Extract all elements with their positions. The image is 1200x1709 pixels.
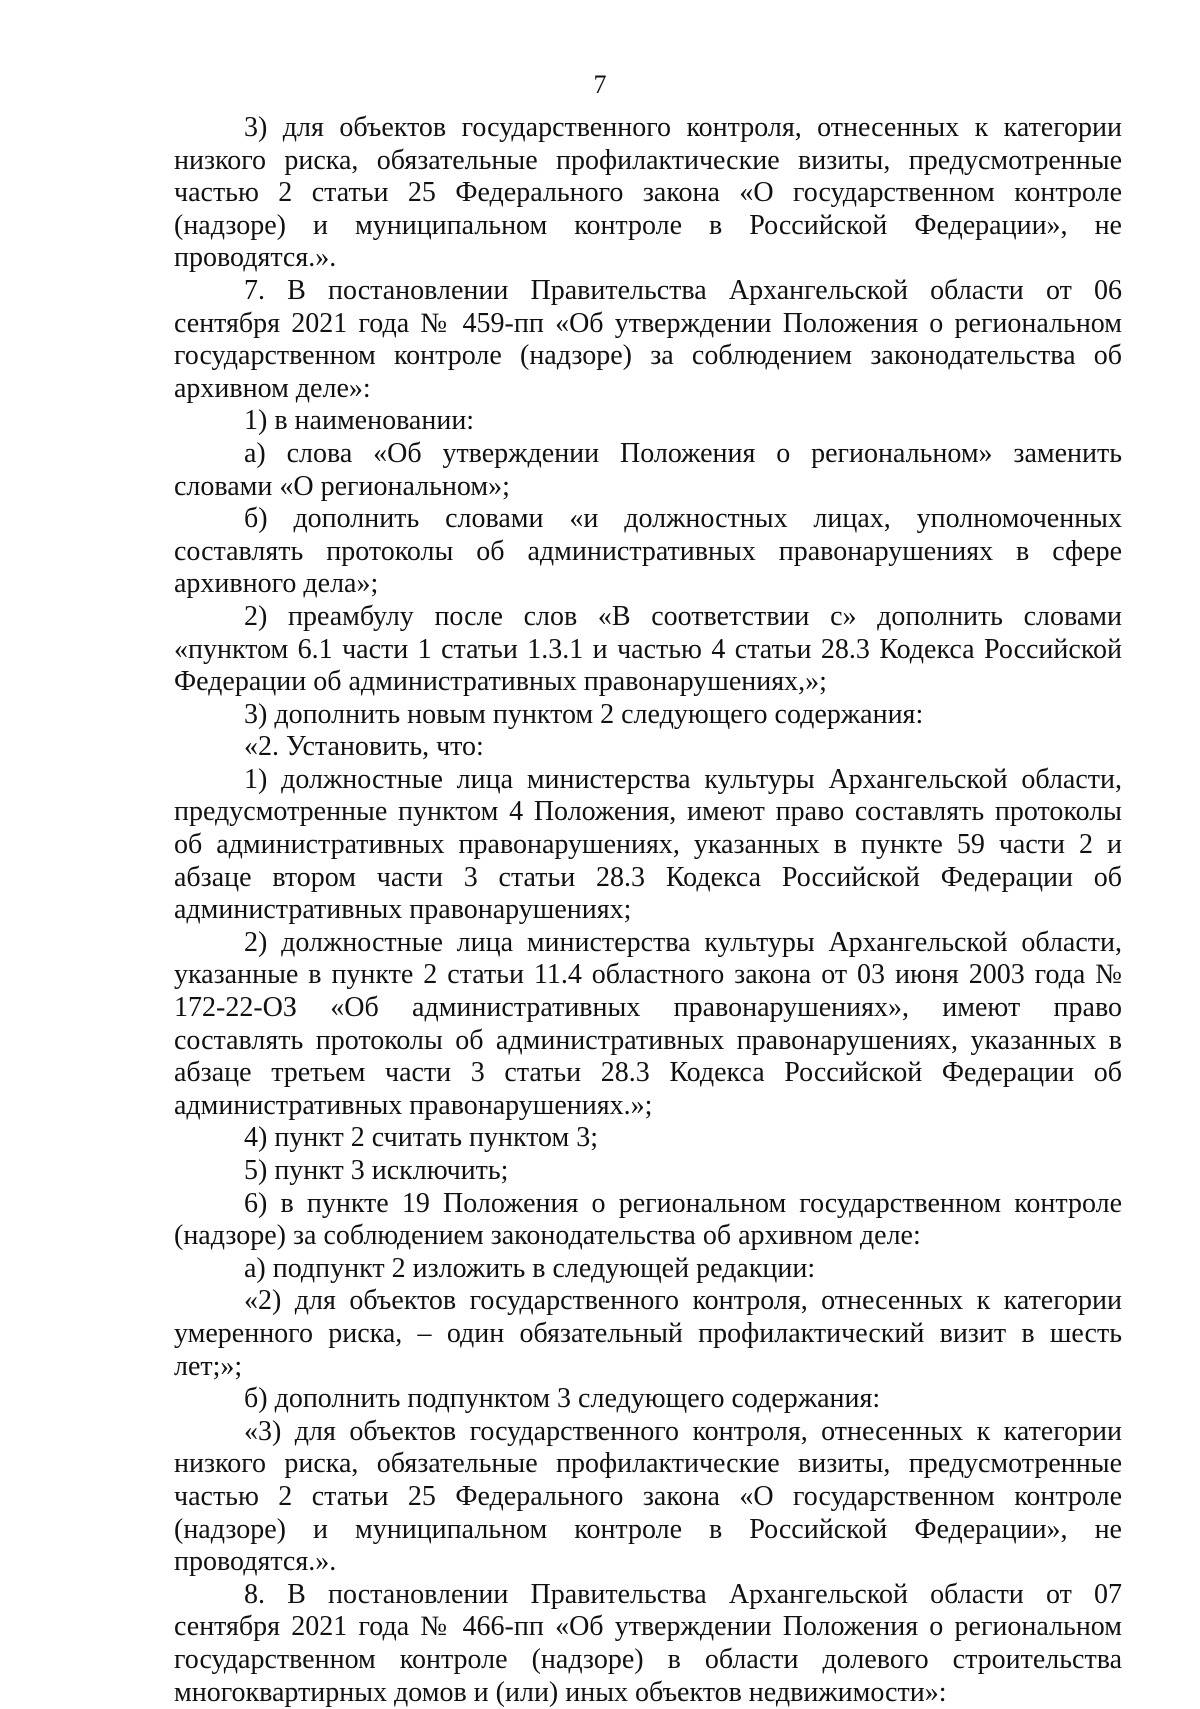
paragraph-6-item-19: 6) в пункте 19 Положения о региональном государственном контроле (надзоре) за соблюдением законодательства об архивном деле: — [174, 1187, 1122, 1252]
paragraph-4-renumber: 4) пункт 2 считать пунктом 3; — [244, 1122, 599, 1154]
paragraph-3-low-risk: 3) для объектов государственного контроля, отнесенных к категории низкого риска, обязательные профилактические визиты, предусмотренные частью 2 статьи 25 Федерального закона «О государственном контроле (надзоре) и муниципальном контроле в Российской Федерации», не проводятся.». — [174, 112, 1122, 274]
paragraph-a-words: а) слова «Об утверждении Положения о региональном» заменить словами «О региональном»; — [174, 437, 1122, 502]
document-body — [174, 112, 1122, 1709]
paragraph-officials-1: 1) должностные лица министерства культуры Архангельской области, предусмотренные пунктом 4 Положения, имеют право составлять протоколы об административных правонарушениях, указанных в пункте 59 части 2 и абзаце втором части 3 статьи 28.3 Кодекса Российской Федерации об административных правонарушениях; — [174, 763, 1122, 926]
paragraph-establish: «2. Установить, что: — [244, 731, 484, 763]
paragraph-moderate-risk: «2) для объектов государственного контроля, отнесенных к категории умеренного риска, – один обязательный профилактический визит в шесть лет;»; — [174, 1285, 1122, 1382]
paragraph-b-subitem-3: б) дополнить подпунктом 3 следующего содержания: — [244, 1383, 881, 1415]
paragraph-5-exclude: 5) пункт 3 исключить; — [244, 1155, 509, 1186]
paragraph-2-preamble: 2) преамбулу после слов «В соответствии с» дополнить словами «пунктом 6.1 части 1 статьи 1.3.1 и частью 4 статьи 28.3 Кодекса Российской Федерации об административных правонарушениях,»; — [174, 600, 1122, 698]
page-number: 7 — [593, 70, 607, 99]
paragraph-3-new-item: 3) дополнить новым пунктом 2 следующего содержания: — [244, 698, 924, 730]
paragraph-a-subitem-2: а) подпункт 2 изложить в следующей редакции: — [244, 1252, 816, 1284]
paragraph-low-risk-quote: «3) для объектов государственного контроля, отнесенных к категории низкого риска, обязательные профилактические визиты, предусмотренные частью 2 статьи 25 Федерального закона «О государственном контроле (надзоре) и муниципальном контроле в Российской Федерации», не проводятся.». — [174, 1415, 1122, 1578]
paragraph-item-7-heading: 7. В постановлении Правительства Архангельской области от 06 сентября 2021 года № 459-пп «Об утверждении Положения о региональном государственном контроле (надзоре) за соблюдением законодательства об архивном деле»: — [174, 274, 1122, 404]
paragraph-b-add-words: б) дополнить словами «и должностных лицах, уполномоченных составлять протоколы об административных правонарушениях в сфере архивного дела»; — [174, 503, 1122, 600]
paragraph-1-name: 1) в наименовании: — [244, 405, 475, 437]
paragraph-item-8-heading: 8. В постановлении Правительства Архангельской области от 07 сентября 2021 года № 466-пп «Об утверждении Положения о региональном государственном контроле (надзоре) в области долевого строительства многоквартирных домов и (или) иных объектов недвижимости»: — [174, 1578, 1122, 1708]
paragraph-officials-2: 2) должностные лица министерства культуры Архангельской области, указанные в пункте 2 статьи 11.4 областного закона от 03 июня 2003 года № 172-22-ОЗ «Об административных правонарушениях», имеют право составлять протоколы об административных правонарушениях, указанных в абзаце третьем части 3 статьи 28.3 Кодекса Российской Федерации об административных правонарушениях.»; — [174, 926, 1122, 1121]
